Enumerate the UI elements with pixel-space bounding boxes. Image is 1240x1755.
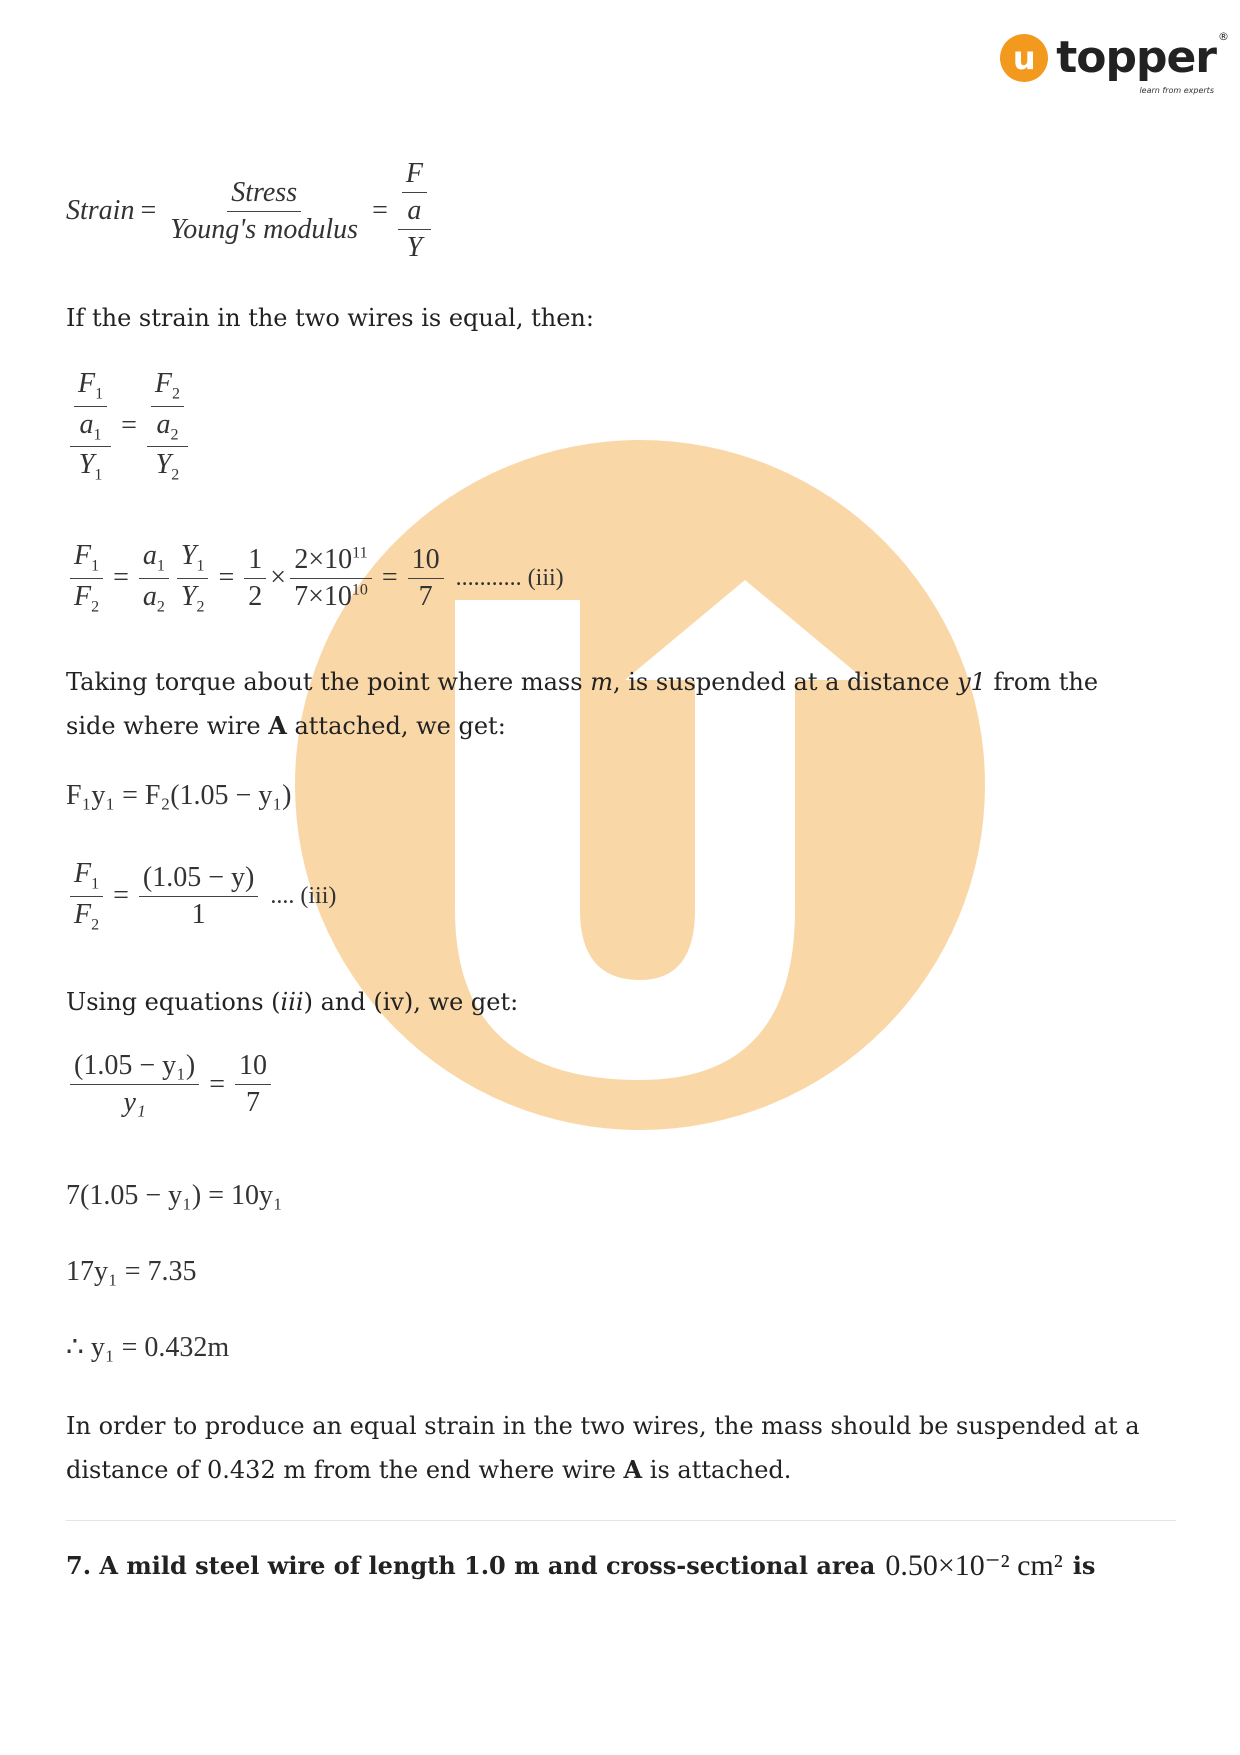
force-ratio-equation: $\frac{F_1}{F_2}$ = $\frac{a_1}{a_2}$ $\frac{Y_1}{Y_2}$ = $\frac{1}{2}$ × $\frac{2\times 10^{11}}{7\times 10^{10}}$ = $\frac{10}{7}$ ........... (iii) [66, 540, 564, 616]
torque-equation: F₁y₁ = F₂(1.05 − y₁) [66, 780, 292, 811]
paragraph-torque: Taking torque about the point where mass m, is suspended at a distance y1 from the side where wire A attached, we get: [66, 668, 1099, 740]
step-equation-3: ∴ y₁ = 0.432m [66, 1332, 230, 1363]
registered-mark: ® [1218, 30, 1228, 43]
logo-badge-icon: u [1000, 34, 1048, 82]
step-equation-2: 17y₁ = 7.35 [66, 1256, 197, 1287]
logo-tagline: learn from experts [1139, 86, 1214, 95]
force-ratio-distance-equation: $\frac{F_1}{F_2}$ = $\frac{(1.05 - y)}{1}$ .... (iii) [66, 858, 336, 934]
equation-label-iv: .... (iii) [270, 882, 337, 909]
paragraph-using-equations: Using equations (iii) and (iv), we get: [66, 988, 519, 1016]
paragraph-conclusion: In order to produce an equal strain in the two wires, the mass should be suspended at a distance of 0.432 m from the end where wire A is attached. [66, 1412, 1140, 1484]
step-equation-1: 7(1.05 − y₁) = 10y₁ [66, 1180, 283, 1211]
question-7-heading: 7. A mild steel wire of length 1.0 m and cross-sectional area 0.50×10⁻² cm² is [66, 1549, 1096, 1582]
paragraph-strain-equal: If the strain in the two wires is equal, then: [66, 304, 594, 332]
ratio-equation: $\frac{\frac{F_1}{a_1}}{Y_1}$ = $\frac{\frac{F_2}{a_2}}{Y_2}$ [66, 368, 192, 485]
logo-wordmark [1056, 30, 1228, 95]
section-divider [66, 1520, 1176, 1521]
strain-equation: Strain = $\frac{\text{Stress}}{\text{Young's modulus}}$ = $\frac{\frac{F}{a}}{Y}$ [66, 158, 435, 264]
logo-name: topper [1056, 32, 1216, 83]
equation-label-iii: ........... (iii) [455, 564, 564, 591]
topper-logo[interactable] [1000, 30, 1228, 95]
solve-equation: $\frac{\text{(1.05 − y₁)}}{\text{y₁}}$ = $\frac{10}{7}$ [66, 1050, 275, 1119]
